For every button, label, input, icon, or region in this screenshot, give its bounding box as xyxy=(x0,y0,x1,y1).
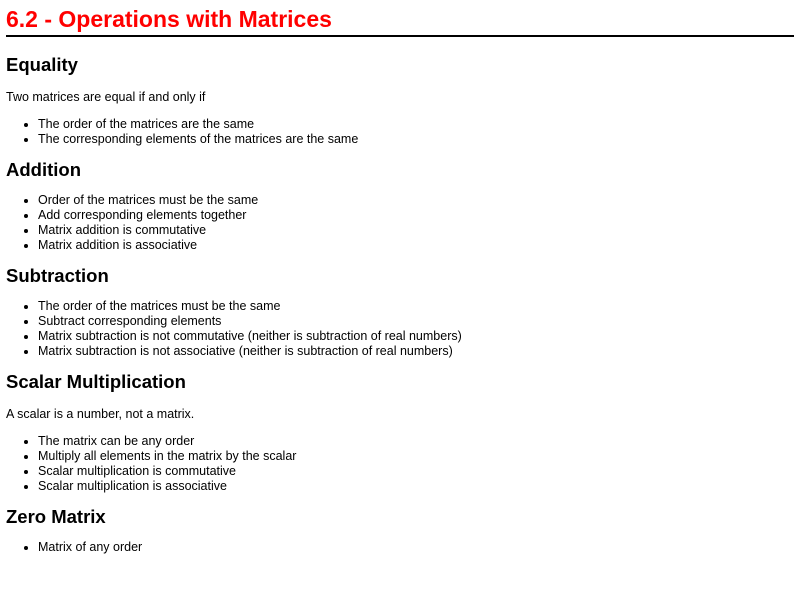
list-item: • The order of the matrices must be the same xyxy=(38,299,794,314)
bullet-list-addition xyxy=(6,193,794,253)
section-subtraction xyxy=(6,265,794,359)
list-item: • The corresponding elements of the matrices are the same xyxy=(38,132,794,147)
list-item: • Matrix subtraction is not associative (neither is subtraction of real numbers) xyxy=(38,344,794,359)
list-item: • Matrix addition is associative xyxy=(38,238,794,253)
list-item: • Multiply all elements in the matrix by the scalar xyxy=(38,449,794,464)
section-addition xyxy=(6,159,794,253)
section-heading-addition: Addition xyxy=(6,159,82,180)
list-item: • The order of the matrices are the same xyxy=(38,117,794,132)
section-heading-subtraction: Subtraction xyxy=(6,265,109,286)
section-heading-zero-matrix: Zero Matrix xyxy=(6,506,106,527)
page-title: 6.2 - Operations with Matrices xyxy=(6,4,794,37)
section-intro-scalar: A scalar is a number, not a matrix. xyxy=(6,407,195,421)
list-item: • Matrix of any order xyxy=(38,540,794,555)
bullet-list-zero xyxy=(6,540,794,555)
bullet-list-scalar xyxy=(6,434,794,494)
section-equality xyxy=(6,54,794,147)
list-item: • Scalar multiplication is commutative xyxy=(38,464,794,479)
list-item: • Scalar multiplication is associative xyxy=(38,479,794,494)
list-item: • Subtract corresponding elements xyxy=(38,314,794,329)
list-item: • Matrix subtraction is not commutative (neither is subtraction of real numbers) xyxy=(38,329,794,344)
section-zero-matrix xyxy=(6,506,794,555)
bullet-list-subtraction xyxy=(6,299,794,359)
list-item: • The matrix can be any order xyxy=(38,434,794,449)
section-heading-equality: Equality xyxy=(6,54,78,75)
bullet-list-equality xyxy=(6,117,794,147)
list-item: • Matrix addition is commutative xyxy=(38,223,794,238)
section-heading-scalar-multiplication: Scalar Multiplication xyxy=(6,371,186,392)
list-item: • Order of the matrices must be the same xyxy=(38,193,794,208)
list-item: • Add corresponding elements together xyxy=(38,208,794,223)
section-scalar-multiplication xyxy=(6,371,794,494)
section-intro-equality: Two matrices are equal if and only if xyxy=(6,90,206,104)
page xyxy=(0,4,800,555)
